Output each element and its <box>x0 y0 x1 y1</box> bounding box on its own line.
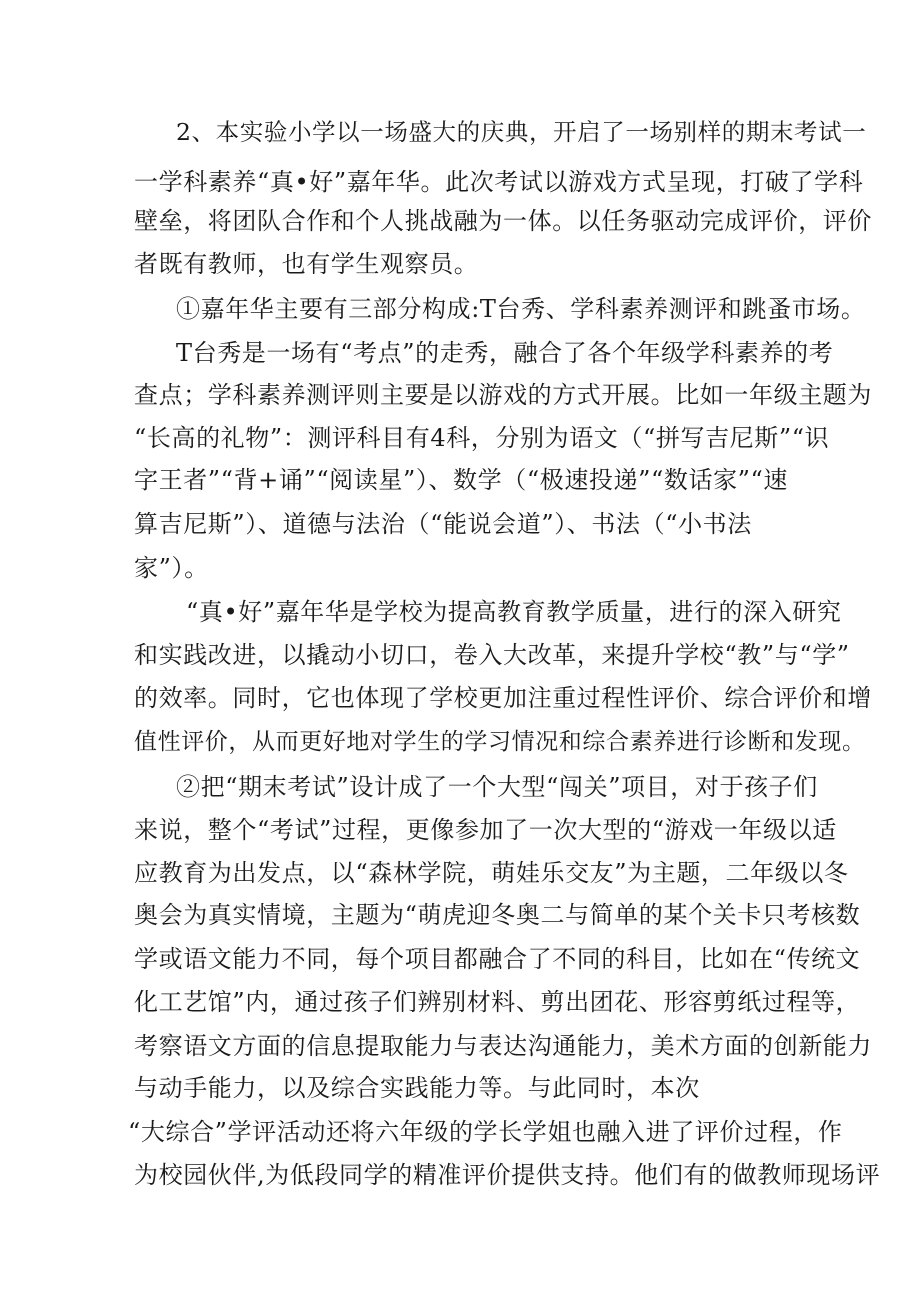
paragraph-line: 算吉尼斯”）、道德与法治（“能说会道”）、书法（“小书法 <box>134 510 752 538</box>
paragraph-line: ②把“期末考试”设计成了一个大型“闯关”项目，对于孩子们 <box>176 773 818 801</box>
paragraph-line: 考察语文方面的信息提取能力与表达沟通能力，美术方面的创新能力 <box>134 1032 872 1060</box>
paragraph-line: 奥会为真实情境，主题为“萌虎迎冬奥二与简单的某个关卡只考核数 <box>134 901 861 929</box>
paragraph-line: 与动手能力，以及综合实践能力等。与此同时，本次 <box>134 1074 700 1102</box>
paragraph-line: 应教育为出发点，以“森林学院，萌娃乐交友”为主题，二年级以冬 <box>134 859 849 887</box>
paragraph-line: 的效率。同时，它也体现了学校更加注重过程性评价、综合评价和增 <box>134 684 872 712</box>
paragraph-line: 查点；学科素养测评则主要是以游戏的方式开展。比如一年级主题为 <box>134 381 872 409</box>
paragraph-line: 字王者”“背+诵”“阅读星”）、数学（“极速投递”“数话家”“速 <box>134 466 789 494</box>
paragraph-line: “大综合”学评活动还将六年级的学长学姐也融入进了评价过程，作 <box>128 1118 843 1146</box>
paragraph-line: “真•好”嘉年华是学校为提高教育教学质量，进行的深入研究 <box>186 598 842 626</box>
paragraph-line: 者既有教师，也有学生观察员。 <box>134 250 479 278</box>
paragraph-line: 为校园伙伴,为低段同学的精准评价提供支持。他们有的做教师现场评 <box>134 1161 880 1189</box>
paragraph-line: 2、本实验小学以一场盛大的庆典，开启了一场别样的期末考试一 <box>176 118 867 146</box>
paragraph-line: ①嘉年华主要有三部分构成:T台秀、学科素养测评和跳蚤市场。 <box>176 295 866 323</box>
paragraph-line: 化工艺馆”内，通过孩子们辨别材料、剪出团花、形容剪纸过程等， <box>134 988 861 1016</box>
paragraph-line: T台秀是一场有“考点”的走秀，融合了各个年级学科素养的考 <box>176 339 834 367</box>
paragraph-line: 来说，整个“考试”过程，更像参加了一次大型的“游戏一年级以适 <box>134 816 837 844</box>
paragraph-line: 家”）。 <box>134 554 209 582</box>
paragraph-line: 壁垒，将团队合作和个人挑战融为一体。以任务驱动完成评价，评价 <box>134 207 872 235</box>
paragraph-line: 一学科素养“真•好”嘉年华。此次考试以游戏方式呈现，打破了学科 <box>134 168 864 196</box>
paragraph-line: 学或语文能力不同，每个项目都融合了不同的科目，比如在“传统文 <box>134 945 861 973</box>
paragraph-line: 和实践改进，以撬动小切口，卷入大改革，来提升学校“教”与“学” <box>134 641 850 669</box>
paragraph-line: 值性评价，从而更好地对学生的学习情况和综合素养进行诊断和发现。 <box>134 729 866 755</box>
paragraph-line: “长高的礼物”：测评科目有4科，分别为语文（“拼写吉尼斯”“识 <box>134 424 830 452</box>
